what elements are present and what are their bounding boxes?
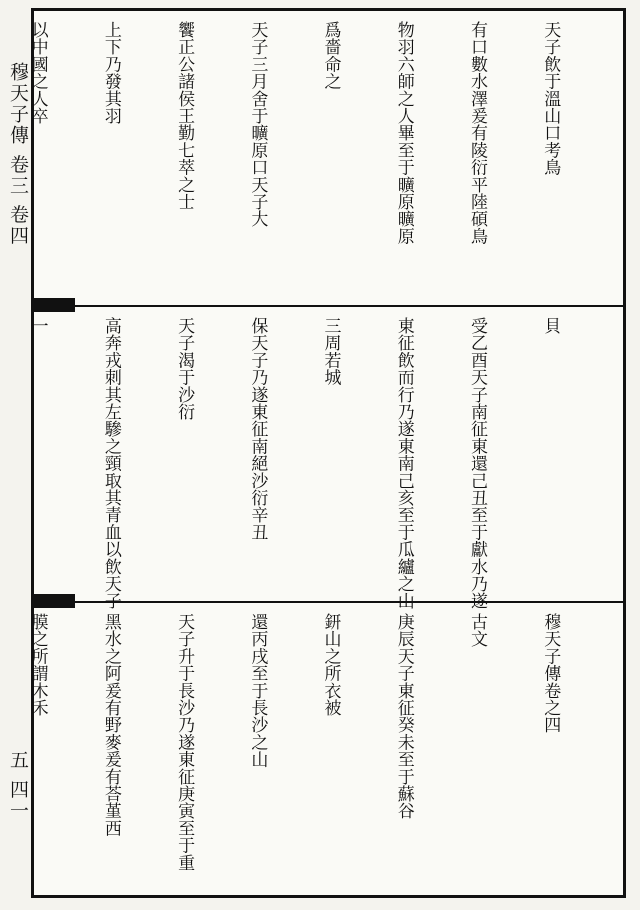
text-line: 上下乃發其羽	[100, 21, 121, 125]
text-line: 古文	[466, 613, 487, 648]
text-line: 天子渴于沙衍	[174, 317, 195, 421]
panel-columns	[0, 613, 611, 888]
text-line: 三周若城	[320, 317, 341, 386]
panel-columns	[0, 317, 611, 610]
text-line: 饗正公諸侯王勤七萃之士	[174, 21, 195, 211]
margin-page-number: 五 四一	[7, 750, 29, 822]
text-line: 保天子乃遂東征南絕沙衍辛丑	[247, 317, 268, 541]
text-line: 還丙戌至于長沙之山	[247, 613, 268, 768]
text-line: 一	[27, 317, 48, 335]
text-panel-middle	[27, 307, 623, 610]
page-frame	[27, 8, 626, 898]
margin-book-title: 穆天子傳 卷三 卷四	[7, 62, 29, 247]
text-line: 貝	[540, 317, 561, 335]
text-line: 東征飲而行乃遂東南己亥至于瓜纑之山	[393, 317, 414, 610]
text-line: 有口數水澤爰有陵衍平陸碩鳥	[466, 21, 487, 245]
text-line: 以中國之人卒	[27, 21, 48, 125]
text-line: 受乙酉天子南征東還己丑至于獻水乃遂	[466, 317, 487, 610]
text-line: 天子飲于溫山口考鳥	[540, 21, 561, 176]
text-panel-bottom	[27, 603, 623, 895]
text-line: 天子升于長沙乃遂東征庚寅至于重	[174, 613, 195, 871]
text-line: 庚辰天子東征癸未至于蘇谷	[393, 613, 414, 820]
text-line: 穆天子傳卷之四	[540, 613, 561, 734]
text-line: 膜之所謂木禾	[27, 613, 48, 717]
text-line: 鈃山之所衣被	[320, 613, 341, 717]
text-line: 爲嗇命之	[320, 21, 341, 90]
text-panel-top	[27, 11, 623, 301]
text-line: 天子三月舍于曠原口天子大	[247, 21, 268, 228]
text-line: 黑水之阿爰有野麥爰有荅堇西	[100, 613, 121, 837]
text-line: 物羽六師之人畢至于曠原曠原	[393, 21, 414, 245]
text-line: 高奔戎刺其左驂之頸取其青血以飲天子	[100, 317, 121, 610]
panel-columns	[0, 21, 611, 296]
